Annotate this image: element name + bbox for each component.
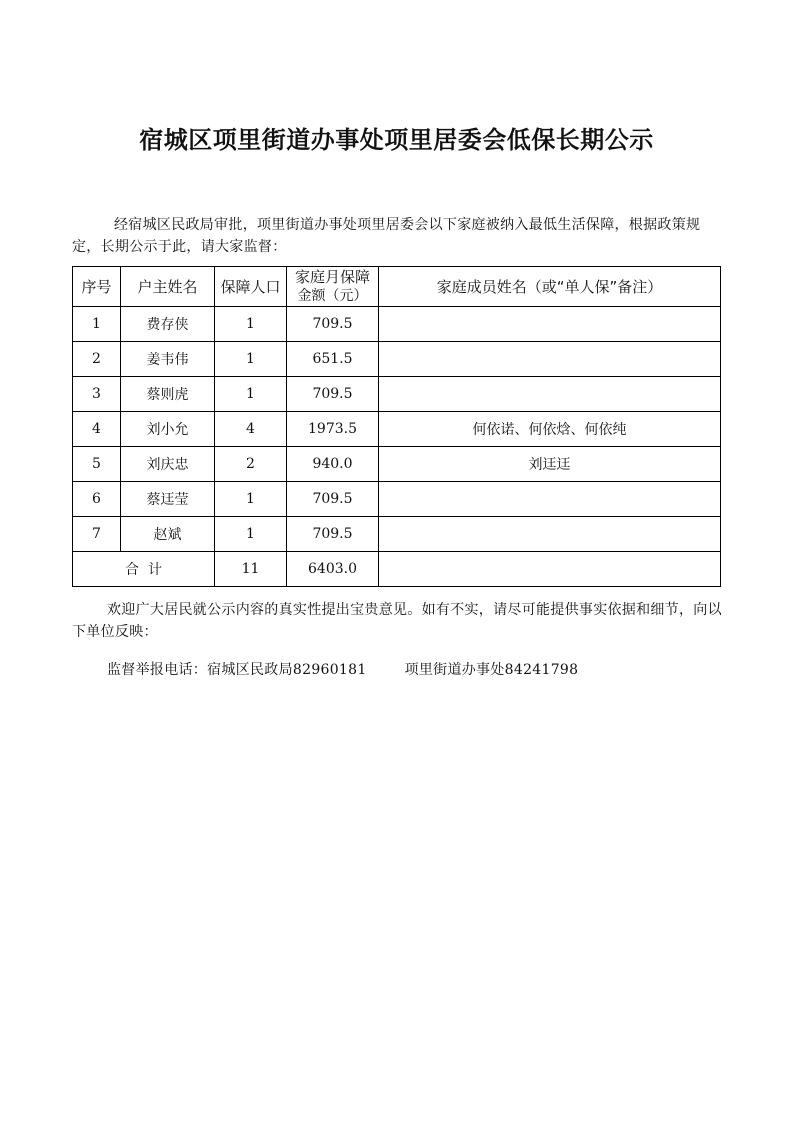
- total-label: 合 计: [73, 552, 215, 587]
- cell-amount: 709.5: [287, 377, 379, 412]
- cell-members: [379, 482, 721, 517]
- cell-persons: 1: [215, 377, 287, 412]
- header-amount: [287, 267, 379, 307]
- cell-head-name: 姜韦伟: [121, 342, 215, 377]
- cell-seq: 5: [73, 447, 121, 482]
- roster-table: [72, 266, 721, 587]
- page-title: 宿城区项里街道办事处项里居委会低保长期公示: [139, 125, 654, 154]
- table-row: [73, 342, 721, 377]
- cell-head-name: 蔡迋莹: [121, 482, 215, 517]
- cell-persons: 1: [215, 517, 287, 552]
- contact-line: [107, 659, 578, 679]
- cell-seq: 2: [73, 342, 121, 377]
- header-amount-line1: 家庭月保障: [294, 268, 370, 286]
- cell-head-name: 蔡则虎: [121, 377, 215, 412]
- cell-seq: 6: [73, 482, 121, 517]
- table-row: [73, 482, 721, 517]
- street-office-contact: 项里街道办事处84241798: [404, 662, 579, 678]
- cell-members: 刘迋迋: [379, 447, 721, 482]
- cell-amount: 940.0: [287, 447, 379, 482]
- cell-seq: 7: [73, 517, 121, 552]
- civil-affairs-contact: 监督举报电话：宿城区民政局82960181: [107, 662, 367, 678]
- total-amount: 6403.0: [287, 552, 379, 587]
- cell-members: [379, 342, 721, 377]
- table-row: [73, 307, 721, 342]
- total-row: [73, 552, 721, 587]
- header-amount-line2: 金额（元）: [297, 288, 368, 304]
- cell-persons: 1: [215, 482, 287, 517]
- table-row: [73, 377, 721, 412]
- table-row: [73, 517, 721, 552]
- cell-amount: 709.5: [287, 307, 379, 342]
- cell-amount: 651.5: [287, 342, 379, 377]
- cell-amount: 1973.5: [287, 412, 379, 447]
- cell-seq: 3: [73, 377, 121, 412]
- cell-head-name: 刘庆忠: [121, 447, 215, 482]
- cell-amount: 709.5: [287, 517, 379, 552]
- cell-members: [379, 377, 721, 412]
- header-seq: 序号: [73, 267, 121, 307]
- cell-persons: 1: [215, 307, 287, 342]
- header-persons: 保障人口: [215, 267, 287, 307]
- feedback-paragraph: 欢迎广大居民就公示内容的真实性提出宝贵意见。如有不实，请尽可能提供事实依据和细节，向以下单位反映：: [72, 602, 722, 640]
- cell-amount: 709.5: [287, 482, 379, 517]
- total-persons: 11: [215, 552, 287, 587]
- header-head-name: 户主姓名: [121, 267, 215, 307]
- cell-head-name: 赵斌: [121, 517, 215, 552]
- total-members: [379, 552, 721, 587]
- table-row: [73, 447, 721, 482]
- cell-seq: 1: [73, 307, 121, 342]
- cell-persons: 4: [215, 412, 287, 447]
- cell-persons: 1: [215, 342, 287, 377]
- header-members: 家庭成员姓名（或“单人保”备注）: [379, 267, 721, 307]
- cell-members: [379, 517, 721, 552]
- cell-head-name: 刘小允: [121, 412, 215, 447]
- cell-members: [379, 307, 721, 342]
- intro-paragraph: 经宿城区民政局审批，项里街道办事处项里居委会以下家庭被纳入最低生活保障，根据政策规定，长期公示于此，请大家监督：: [72, 217, 701, 255]
- cell-head-name: 费存侠: [121, 307, 215, 342]
- table-header-row: [73, 267, 721, 307]
- cell-seq: 4: [73, 412, 121, 447]
- cell-persons: 2: [215, 447, 287, 482]
- cell-members: 何依诺、何依焓、何依纯: [379, 412, 721, 447]
- table-row: [73, 412, 721, 447]
